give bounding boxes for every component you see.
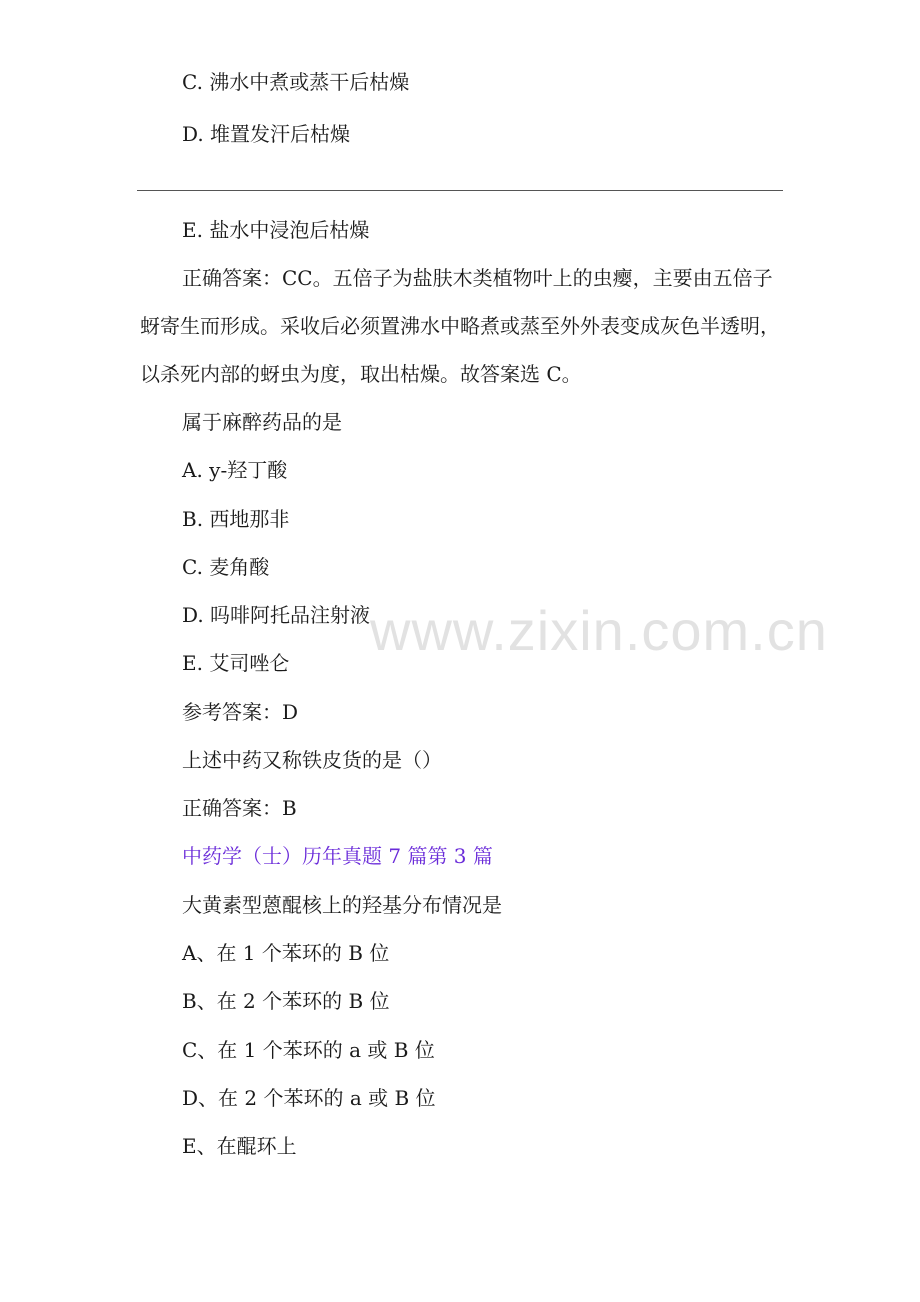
q4-option-c: C、在 1 个苯环的 a 或 B 位 (182, 1038, 435, 1062)
page-divider (137, 190, 783, 191)
q4-option-e: E、在醌环上 (182, 1134, 297, 1158)
q4-option-a: A、在 1 个苯环的 B 位 (182, 941, 390, 965)
q4-question: 大黄素型蒽醌核上的羟基分布情况是 (182, 893, 502, 917)
section-heading: 中药学（士）历年真题 7 篇第 3 篇 (182, 844, 493, 868)
q2-answer: 参考答案：D (182, 700, 299, 724)
q2-option-b: B. 西地那非 (182, 507, 290, 531)
q1-option-d: D. 堆置发汗后枯燥 (182, 122, 351, 146)
q2-option-a: A. y-羟丁酸 (182, 458, 288, 482)
watermark: www.zixin.com.cn (370, 599, 828, 662)
q2-option-e: E. 艾司唑仑 (182, 651, 290, 675)
q2-option-c: C. 麦角酸 (182, 555, 270, 579)
q1-option-e: E. 盐水中浸泡后枯燥 (182, 218, 370, 242)
q1-explanation: 正确答案：CC。五倍子为盐肤木类植物叶上的虫瘿，主要由五倍子蚜寄生而形成。采收后必须置沸水中略煮或蒸至外外表变成灰色半透明，以杀死内部的蚜虫为度，取出枯燥。故答案选 C。 (140, 266, 780, 386)
q4-option-d: D、在 2 个苯环的 a 或 B 位 (182, 1086, 436, 1110)
q3-question: 上述中药又称铁皮货的是（） (182, 748, 442, 772)
q1-option-c: C. 沸水中煮或蒸干后枯燥 (182, 70, 410, 94)
q3-answer: 正确答案：B (182, 796, 297, 820)
q2-option-d: D. 吗啡阿托品注射液 (182, 603, 371, 627)
q2-question: 属于麻醉药品的是 (182, 410, 342, 434)
q4-option-b: B、在 2 个苯环的 B 位 (182, 989, 390, 1013)
